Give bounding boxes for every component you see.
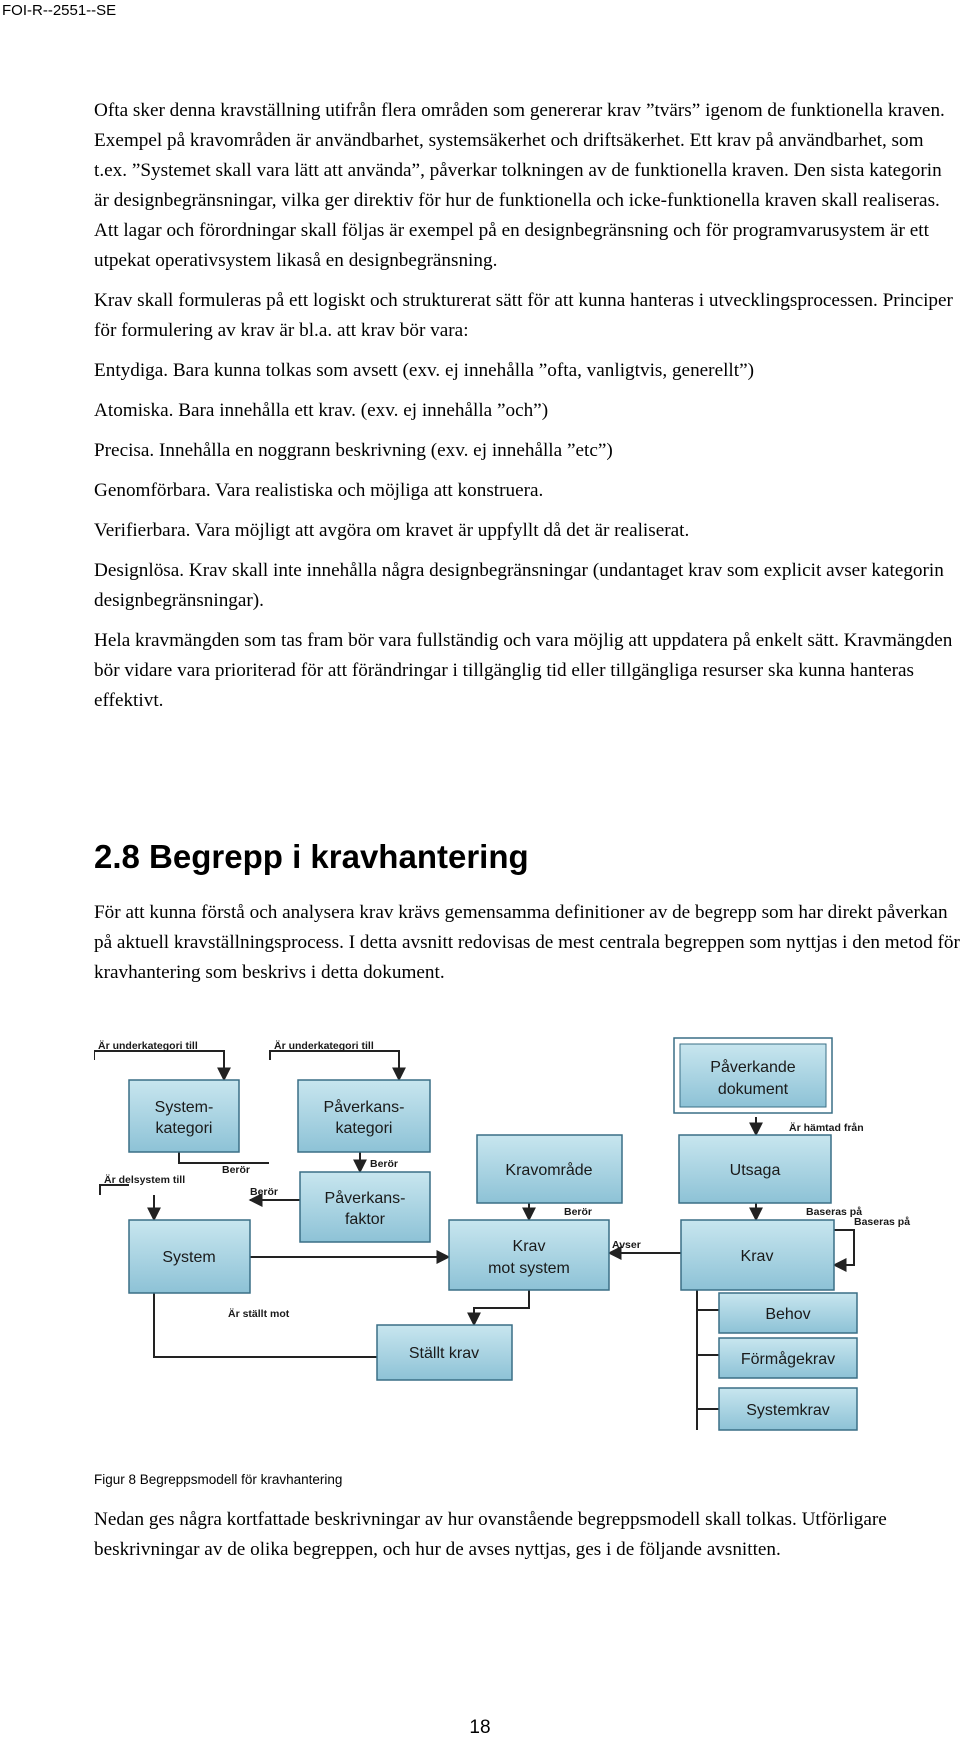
rel-beror-1: Berör — [222, 1164, 251, 1176]
rel-baseras-pa-2: Baseras på — [854, 1216, 911, 1228]
paragraph-3: Hela kravmängden som tas fram bör vara fullständig och vara möjlig att uppdatera på enkelt sätt. Kravmängden bör vidare vara prioriterad för att förändringar i tillgänglig tid eller tillgängliga resurser ska kunna hanteras effektivt. — [94, 630, 953, 711]
criterion-entydiga: Entydiga. Bara kunna tolkas som avsett (exv. ej innehålla ”ofta, vanligtvis, generellt”) — [94, 360, 754, 381]
svg-text:Ställt krav: Ställt krav — [408, 1345, 480, 1362]
rel-ar-stallt-mot: Är ställt mot — [228, 1308, 290, 1320]
rel-ar-underkategori-2: Är underkategori till — [274, 1040, 374, 1052]
box-system — [129, 1220, 250, 1293]
rel-beror-4: Berör — [564, 1206, 593, 1218]
box-krav-mot-system — [449, 1220, 609, 1290]
paragraph-5: Nedan ges några kortfattade beskrivningar av hur ovanstående begreppsmodell skall tolkas. Utförligare beskrivningar av de olika begreppen, och hur de avses nyttjas, ges i de följande avsnitten. — [94, 1509, 887, 1560]
criterion-precisa: Precisa. Innehålla en noggrann beskrivning (exv. ej innehålla ”etc”) — [94, 440, 613, 461]
box-paverkanskategori — [298, 1080, 430, 1152]
paragraph-1: Ofta sker denna kravställning utifrån flera områden som genererar krav ”tvärs” igenom de funktionella kraven. Exempel på kravområden är användbarhet, systemsäkerhet och driftsäkerhet. Ett krav på användbarhet, som t.ex. ”Systemet skall vara lätt att använda”, påverkar tolkningen av de funktionella kraven. Den sista kategorin är designbegränsningar, vilka ger direktiv för hur de funktionella och icke-funktionella kraven skall realiseras. Att lagar och förordningar skall följas är exempel på en designbegränsning och för programvarusystem är ett utpekat operativsystem likaså en designbegränsning. — [94, 100, 945, 271]
box-utsaga — [679, 1135, 831, 1203]
rel-ar-delsystem-till: Är delsystem till — [104, 1174, 186, 1186]
box-krav — [681, 1220, 834, 1290]
svg-text:System-: System- — [154, 1099, 214, 1116]
box-paverkansfaktor — [300, 1172, 430, 1242]
paragraph-2: Krav skall formuleras på ett logiskt och strukturerat sätt för att kunna hanteras i utvecklingsprocessen. Principer för formulering av krav är bl.a. att krav bör vara: — [94, 290, 953, 341]
svg-text:kategori: kategori — [335, 1120, 393, 1137]
section-heading: 2.8 Begrepp i kravhantering — [94, 838, 529, 875]
box-paverkande-dokument — [674, 1038, 832, 1113]
box-formagekrav — [719, 1338, 857, 1378]
body-block-1 — [94, 96, 960, 716]
svg-text:Systemkrav: Systemkrav — [746, 1402, 830, 1419]
svg-text:faktor: faktor — [344, 1211, 386, 1228]
criterion-verifierbara: Verifierbara. Vara möjligt att avgöra om kravet är uppfyllt då det är realiserat. — [94, 520, 690, 541]
box-systemkrav — [719, 1388, 857, 1430]
svg-text:System: System — [162, 1249, 216, 1266]
page-number: 18 — [469, 1717, 491, 1738]
criterion-genomforbara: Genomförbara. Vara realistiska och möjliga att konstruera. — [94, 480, 544, 501]
svg-text:Påverkans-: Påverkans- — [323, 1099, 405, 1116]
box-kravomrade — [477, 1135, 622, 1203]
criterion-atomiska: Atomiska. Bara innehålla ett krav. (exv. ej innehålla ”och”) — [94, 400, 549, 421]
svg-text:Förmågekrav: Förmågekrav — [740, 1351, 836, 1368]
rel-beror-2: Berör — [370, 1158, 399, 1170]
figure-caption: Figur 8 Begreppsmodell för kravhantering — [94, 1472, 343, 1487]
svg-text:Behov: Behov — [765, 1306, 811, 1323]
rel-ar-hamtad-fran: Är hämtad från — [789, 1122, 864, 1134]
svg-text:kategori: kategori — [155, 1120, 213, 1137]
svg-text:Kravområde: Kravområde — [505, 1162, 593, 1179]
svg-text:Påverkande: Påverkande — [710, 1059, 796, 1076]
paragraph-4: För att kunna förstå och analysera krav krävs gemensamma definitioner av de begrepp som har direkt påverkan på aktuell kravställningsprocess. I detta avsnitt redovisas de mest centrala begreppen som nyttjas i den metod för kravhantering som beskrivs i detta dokument. — [94, 902, 960, 983]
svg-text:dokument: dokument — [717, 1081, 789, 1098]
box-behov — [719, 1293, 857, 1333]
svg-text:Krav: Krav — [512, 1238, 546, 1255]
box-stallt-krav — [377, 1325, 512, 1380]
rel-beror-3: Berör — [250, 1186, 279, 1198]
svg-text:mot system: mot system — [488, 1260, 570, 1277]
document-id: FOI-R--2551--SE — [2, 2, 117, 19]
rel-avser: Avser — [612, 1239, 641, 1251]
rel-ar-underkategori-1: Är underkategori till — [98, 1040, 198, 1052]
box-systemkategori — [129, 1080, 239, 1152]
svg-text:Krav: Krav — [740, 1248, 774, 1265]
svg-text:Utsaga: Utsaga — [729, 1162, 781, 1179]
concept-model-diagram — [94, 1035, 960, 1440]
criterion-designlosa: Designlösa. Krav skall inte innehålla några designbegränsningar (undantaget krav som explicit avser kategorin designbegränsningar). — [94, 560, 944, 611]
svg-text:Påverkans-: Påverkans- — [324, 1190, 406, 1207]
rel-baseras-pa-1: Baseras på — [806, 1206, 863, 1218]
